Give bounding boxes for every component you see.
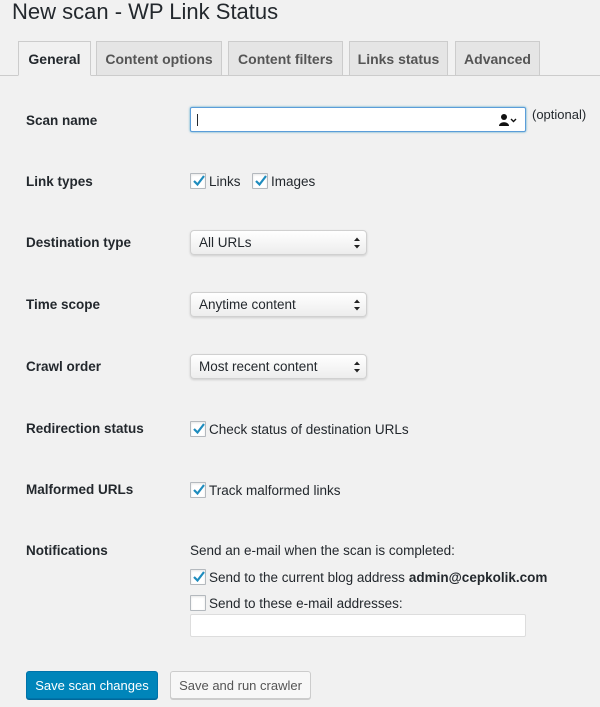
save-and-run-button[interactable]: Save and run crawler (170, 671, 311, 699)
tab-general[interactable]: General (18, 41, 91, 76)
images-checkbox-label: Images (271, 173, 316, 189)
page-title: New scan - WP Link Status (12, 0, 279, 24)
other-addresses-checkbox-label: Send to these e-mail addresses: (209, 595, 403, 611)
scan-name-input[interactable] (190, 107, 526, 132)
current-blog-checkbox-label: Send to the current blog address (209, 569, 405, 585)
time-scope-select[interactable] (190, 292, 367, 317)
links-checkbox-label: Links (209, 173, 241, 189)
links-checkbox[interactable] (190, 173, 206, 189)
select-arrows-icon (353, 360, 361, 374)
tab-links-status[interactable]: Links status (349, 41, 448, 76)
optional-note: (optional) (532, 107, 587, 122)
time-scope-value: Anytime content (199, 297, 296, 312)
crawl-order-value: Most recent content (199, 359, 318, 374)
current-blog-checkbox[interactable] (190, 569, 206, 585)
destination-type-label: Destination type (26, 235, 132, 250)
redirection-status-label: Redirection status (26, 421, 144, 436)
other-addresses-checkbox-group[interactable] (190, 595, 403, 611)
check-icon (190, 172, 208, 190)
notifications-intro: Send an e-mail when the scan is completed: (190, 543, 455, 558)
images-checkbox[interactable] (252, 173, 268, 189)
malformed-urls-label: Malformed URLs (26, 482, 134, 497)
check-icon (190, 420, 208, 438)
check-icon (190, 568, 208, 586)
images-checkbox-group[interactable] (252, 173, 315, 189)
malformed-checkbox-label: Track malformed links (209, 482, 341, 498)
email-addresses-input[interactable] (190, 614, 526, 637)
text-caret (197, 114, 198, 126)
save-scan-button[interactable]: Save scan changes (26, 671, 158, 699)
destination-type-select[interactable] (190, 230, 367, 255)
crawl-order-label: Crawl order (26, 359, 102, 374)
select-arrows-icon (353, 236, 361, 250)
malformed-checkbox[interactable] (190, 482, 206, 498)
time-scope-label: Time scope (26, 297, 101, 312)
links-checkbox-group[interactable] (190, 173, 241, 189)
tab-content-options[interactable]: Content options (96, 41, 222, 76)
select-arrows-icon (353, 298, 361, 312)
admin-email: admin@cepkolik.com (408, 569, 548, 585)
tab-content-filters[interactable]: Content filters (228, 41, 343, 76)
tab-bar (0, 41, 600, 76)
destination-type-value: All URLs (199, 235, 252, 250)
check-icon (252, 172, 270, 190)
other-addresses-checkbox[interactable] (190, 595, 206, 611)
tab-advanced[interactable]: Advanced (455, 41, 540, 76)
notifications-label: Notifications (26, 543, 108, 558)
redirection-checkbox-group[interactable] (190, 421, 409, 437)
link-types-label: Link types (26, 174, 93, 189)
redirection-checkbox-label: Check status of destination URLs (209, 421, 409, 437)
person-dropdown-icon[interactable] (499, 113, 517, 127)
scan-name-label: Scan name (26, 113, 98, 128)
current-blog-checkbox-group[interactable] (190, 569, 547, 585)
redirection-checkbox[interactable] (190, 421, 206, 437)
malformed-checkbox-group[interactable] (190, 482, 341, 498)
check-icon (190, 481, 208, 499)
crawl-order-select[interactable] (190, 354, 367, 379)
